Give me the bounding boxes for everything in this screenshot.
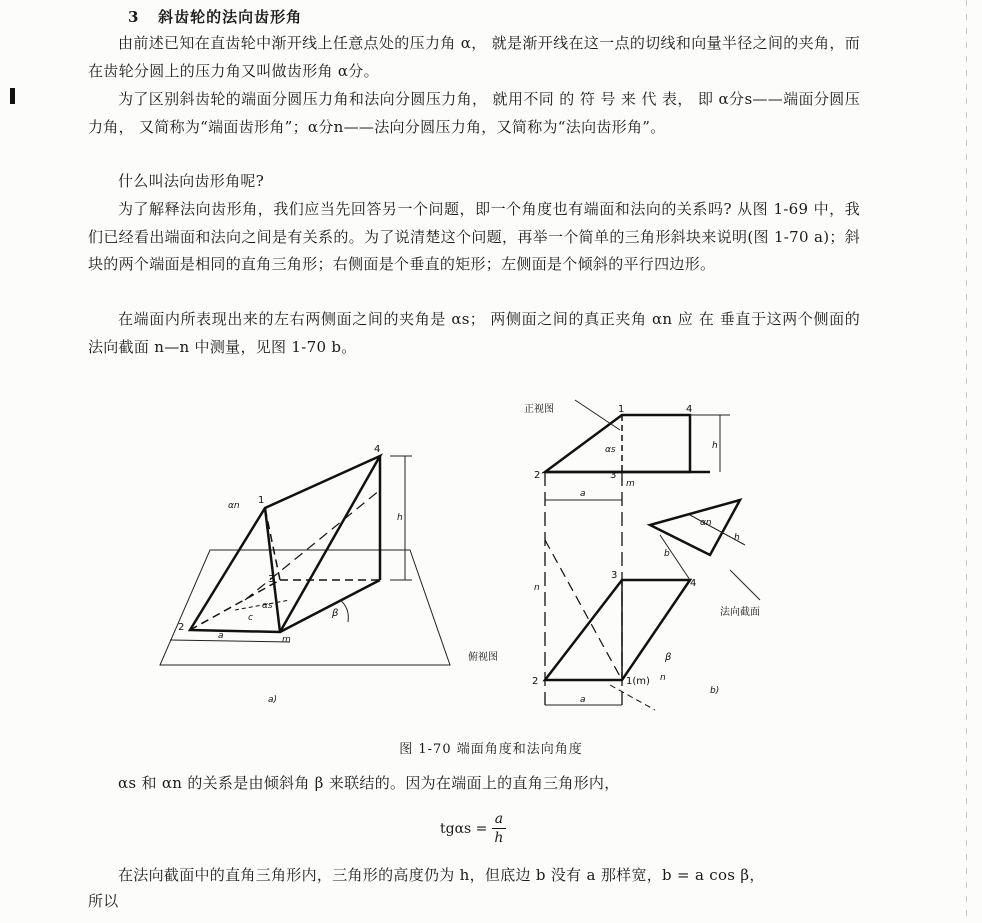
label-c-a: c	[248, 613, 253, 623]
label-m-a: m	[282, 635, 291, 645]
scan-edge-rule	[966, 0, 967, 923]
label-n-bottom: n	[660, 673, 666, 683]
front-view-shape	[545, 415, 690, 472]
top-view-shape	[545, 580, 690, 680]
figure-caption: 图 1-70 端面角度和法向角度	[399, 742, 583, 757]
label-alpha-n-b: αn	[700, 518, 712, 528]
a-dimension	[170, 640, 290, 642]
label-a-top-b: a	[580, 489, 586, 499]
section-number: 3	[128, 8, 140, 26]
label-point2-b: 2	[534, 470, 541, 481]
label-top-view: 俯视图	[468, 652, 498, 663]
formula-tg-alpha-s	[440, 810, 506, 847]
normal-section-leader	[730, 570, 760, 600]
wedge-left-face	[190, 456, 380, 632]
front-view-leader	[575, 400, 620, 430]
beta-arc	[340, 600, 348, 622]
normal-n-extension	[610, 685, 655, 710]
label-alpha-n-a: αn	[228, 501, 240, 511]
paragraph-5: 在端面内所表现出来的左右两侧面之间的夹角是 αs； 两侧面之间的真正夹角 αn 应 在 垂直于这两个侧面的法向截面 n—n 中测量，见图 1-70 b。	[88, 310, 860, 356]
label-point1-a: 1	[258, 495, 265, 506]
paragraph-last-line: 所以	[88, 892, 119, 910]
label-point1-b: 1	[618, 404, 625, 415]
paragraph-last: 在法向截面中的直角三角形内，三角形的高度仍为 h，但底边 b 没有 a 那样宽，b = a cos β，	[118, 866, 765, 884]
label-point4b-b: 4	[690, 578, 697, 589]
label-point2b-b: 2	[532, 676, 539, 687]
paragraph-4: 为了解释法向齿形角，我们应当先回答另一个问题，即一个角度也有端面和法向的关系吗? 从图 1-69 中，我们已经看出端面和法向之间是有关系的。为了说清楚这个问题，再举一个简单的三角形斜块来说明(图 1-70 a)；斜块的两个端面是相同的直角三角形；右侧面是个垂直的矩形；左侧面是个倾斜的平行四边形。	[88, 200, 860, 273]
label-h-a: h	[397, 513, 403, 523]
paragraph-after-figure: αs 和 αn 的关系是由倾斜角 β 来联结的。因为在端面上的直角三角形内，	[118, 774, 620, 792]
figure-1-70	[150, 390, 770, 720]
paragraph-2: 为了区别斜齿轮的端面分圆压力角和法向分圆压力角， 就用不同 的 符 号 来 代 表， 即 α分s——端面分圆压力角， 又简称为“端面齿形角”；α分n——法向分圆压力角，又简称为“法向齿形角”。	[88, 90, 860, 136]
label-point1m-b: 1(m)	[626, 676, 650, 687]
label-normal-section: 法向截面	[720, 607, 760, 618]
formula-lhs: tgαs =	[440, 820, 488, 837]
normal-dash-line	[245, 490, 380, 600]
label-b-b: b	[664, 549, 670, 559]
wedge-edge-m1	[265, 508, 280, 632]
label-m-b: m	[626, 479, 635, 489]
label-point2-a: 2	[178, 622, 185, 633]
label-beta-a: β	[332, 608, 339, 619]
formula-denominator: h	[494, 830, 504, 846]
section-heading	[128, 6, 302, 27]
label-a-a: a	[218, 631, 224, 641]
margin-mark	[10, 88, 15, 104]
label-alpha-s-a: αs	[262, 601, 273, 611]
label-alpha-s-b: αs	[605, 445, 616, 455]
normal-section-triangle	[650, 500, 740, 555]
label-n-top: n	[534, 583, 540, 593]
label-point3-a: 3	[268, 574, 275, 585]
label-a-bottom-b: a	[580, 695, 586, 705]
label-panel-a: a)	[268, 695, 278, 705]
label-point3b-b: 3	[611, 570, 618, 581]
label-panel-b: b)	[710, 686, 720, 696]
label-beta-b: β	[665, 652, 672, 663]
section-title: 斜齿轮的法向齿形角	[158, 8, 303, 26]
label-front-view: 正视图	[524, 404, 554, 415]
label-h-b: h	[712, 441, 718, 451]
formula-fraction	[491, 810, 506, 847]
paragraph-3: 什么叫法向齿形角呢?	[118, 172, 265, 190]
label-h2-b: h	[734, 533, 740, 543]
label-point4-b: 4	[686, 404, 693, 415]
formula-numerator: a	[492, 810, 506, 829]
figure-drawing	[150, 390, 770, 720]
label-point4-a: 4	[374, 444, 381, 455]
paragraph-1: 由前述已知在直齿轮中渐开线上任意点处的压力角 α， 就是渐开线在这一点的切线和向量半径之间的夹角，而在齿轮分圆上的压力角又叫做齿形角 α分。	[88, 34, 860, 80]
label-point3-b: 3	[610, 470, 617, 481]
normal-n-line	[545, 540, 622, 680]
